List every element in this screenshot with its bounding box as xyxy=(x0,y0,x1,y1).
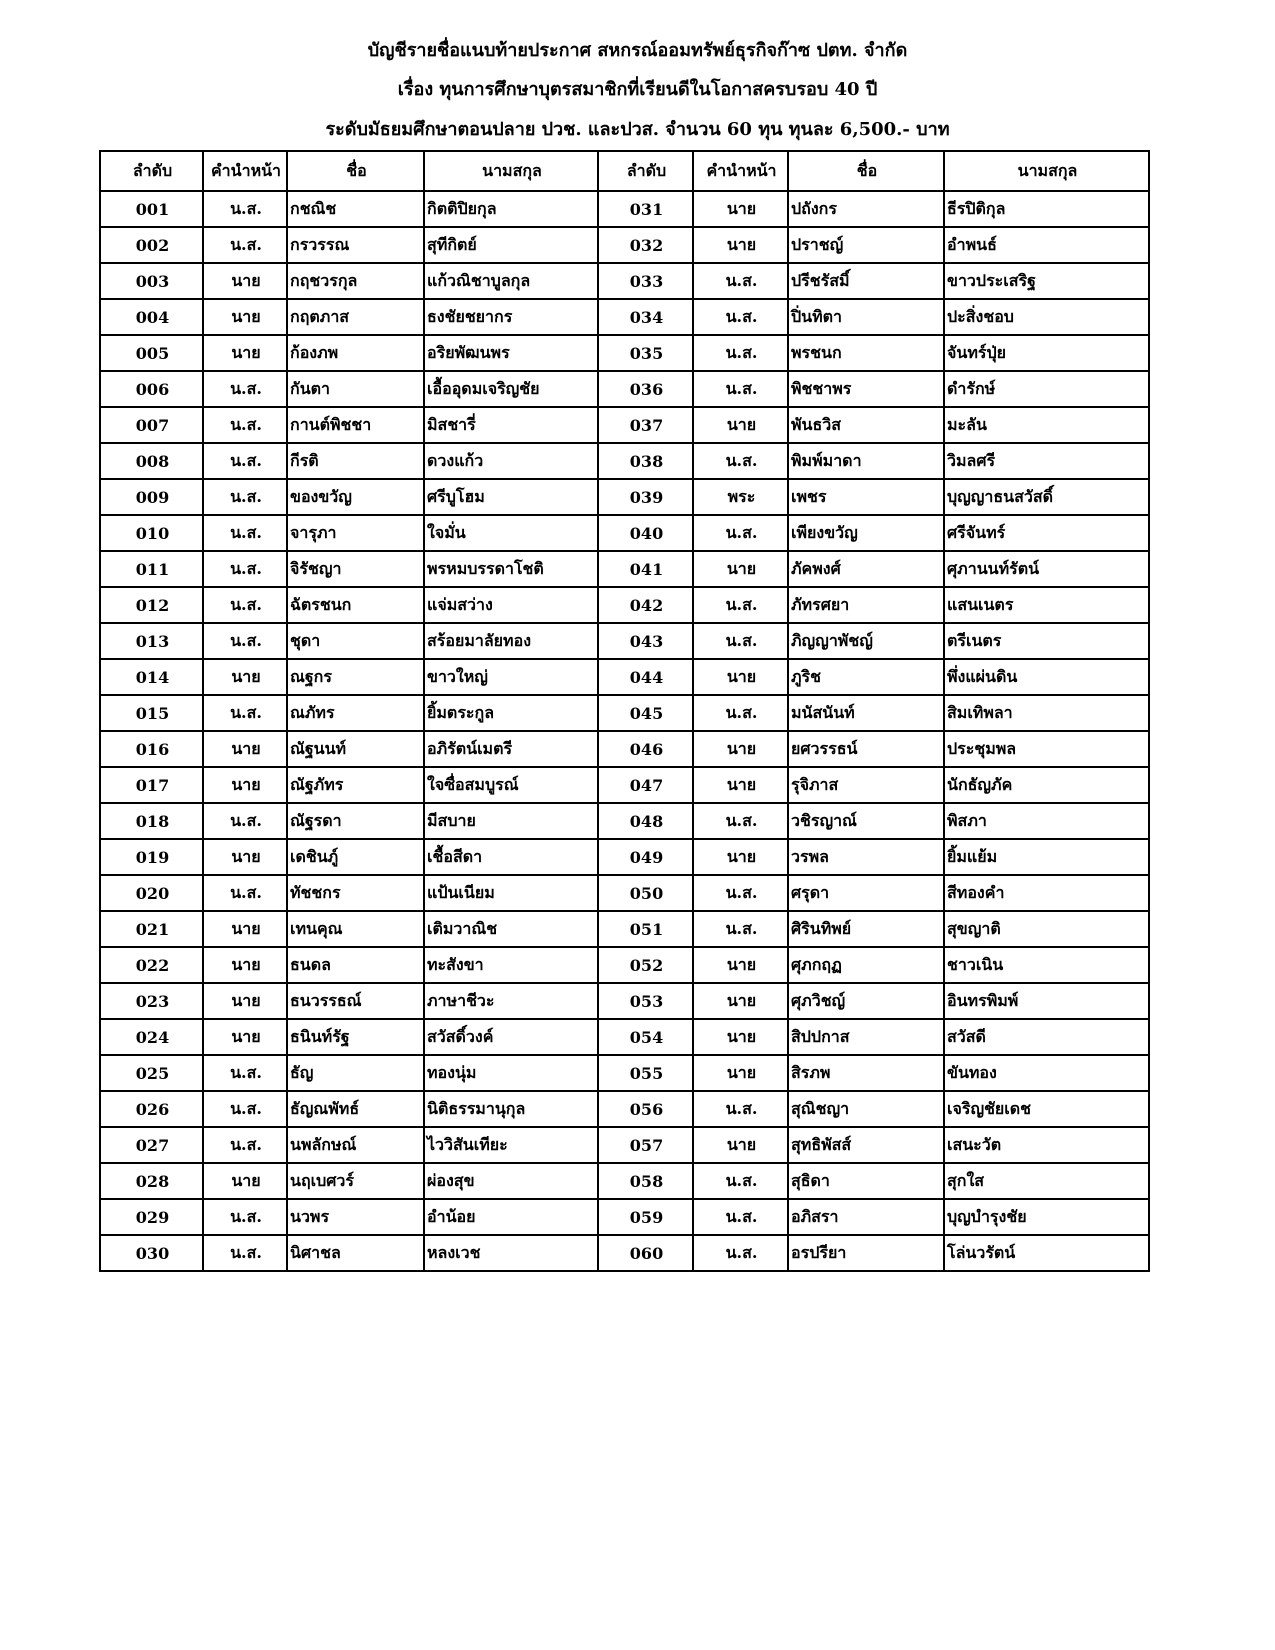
cell-lastname-right: ปะสิ่งชอบ xyxy=(944,299,1149,335)
cell-lastname-right: สวัสดี xyxy=(944,1019,1149,1055)
cell-lastname-left: เติมวาณิช xyxy=(424,911,598,947)
cell-order-right: 045 xyxy=(598,695,693,731)
cell-order-right: 037 xyxy=(598,407,693,443)
cell-lastname-left: กิตติปิยกุล xyxy=(424,191,598,227)
cell-title-right: น.ส. xyxy=(693,443,788,479)
cell-firstname-left: กฤตภาส xyxy=(287,299,424,335)
cell-lastname-right: มะลัน xyxy=(944,407,1149,443)
cell-title-left: นาย xyxy=(203,263,287,299)
cell-lastname-left: ดวงแก้ว xyxy=(424,443,598,479)
cell-firstname-right: เพียงขวัญ xyxy=(788,515,944,551)
cell-title-left: นาย xyxy=(203,659,287,695)
cell-order-left: 016 xyxy=(100,731,203,767)
table-row xyxy=(100,587,1149,623)
col-header-lastname-left: นามสกุล xyxy=(424,151,598,191)
cell-lastname-right: ศรีจันทร์ xyxy=(944,515,1149,551)
cell-lastname-left: เอื้ออุดมเจริญชัย xyxy=(424,371,598,407)
title-line-2: เรื่อง ทุนการศึกษาบุตรสมาชิกที่เรียนดีในโอกาสครบรอบ 40 ปี xyxy=(397,79,878,100)
cell-order-left: 018 xyxy=(100,803,203,839)
cell-firstname-left: ทัชชกร xyxy=(287,875,424,911)
cell-order-left: 021 xyxy=(100,911,203,947)
cell-order-right: 046 xyxy=(598,731,693,767)
cell-title-left: น.ส. xyxy=(203,1235,287,1271)
cell-title-right: นาย xyxy=(693,947,788,983)
cell-title-right: น.ส. xyxy=(693,587,788,623)
cell-order-left: 009 xyxy=(100,479,203,515)
cell-title-left: น.ส. xyxy=(203,227,287,263)
cell-title-left: น.ส. xyxy=(203,371,287,407)
cell-firstname-right: มนัสนันท์ xyxy=(788,695,944,731)
cell-order-right: 051 xyxy=(598,911,693,947)
cell-firstname-right: ภิญญาพัชญ์ xyxy=(788,623,944,659)
cell-order-left: 029 xyxy=(100,1199,203,1235)
cell-order-right: 033 xyxy=(598,263,693,299)
col-header-firstname-right: ชื่อ xyxy=(788,151,944,191)
cell-lastname-right: ขาวประเสริฐ xyxy=(944,263,1149,299)
cell-order-left: 003 xyxy=(100,263,203,299)
cell-order-left: 026 xyxy=(100,1091,203,1127)
cell-order-left: 025 xyxy=(100,1055,203,1091)
col-header-order-right: ลำดับ xyxy=(598,151,693,191)
cell-firstname-left: จารุภา xyxy=(287,515,424,551)
cell-firstname-left: กรวรรณ xyxy=(287,227,424,263)
cell-firstname-right: ปถังกร xyxy=(788,191,944,227)
cell-firstname-left: ธนดล xyxy=(287,947,424,983)
cell-firstname-left: กานต์พิชชา xyxy=(287,407,424,443)
cell-firstname-right: วรพล xyxy=(788,839,944,875)
cell-firstname-left: ธนวรรธณ์ xyxy=(287,983,424,1019)
cell-lastname-right: ดำรักษ์ xyxy=(944,371,1149,407)
table-row xyxy=(100,659,1149,695)
cell-order-right: 031 xyxy=(598,191,693,227)
cell-title-left: นาย xyxy=(203,911,287,947)
cell-firstname-right: อภิสรา xyxy=(788,1199,944,1235)
cell-firstname-left: กฤชวรกุล xyxy=(287,263,424,299)
table-row xyxy=(100,623,1149,659)
cell-lastname-left: ทองนุ่ม xyxy=(424,1055,598,1091)
table-row xyxy=(100,947,1149,983)
col-header-title-right: คำนำหน้า xyxy=(693,151,788,191)
cell-firstname-left: ณภัทร xyxy=(287,695,424,731)
cell-lastname-left: แจ่มสว่าง xyxy=(424,587,598,623)
table-row xyxy=(100,371,1149,407)
title-line-3: ระดับมัธยมศึกษาตอนปลาย ปวช. และปวส. จำนวน 60 ทุน ทุนละ 6,500.- บาท xyxy=(325,119,950,140)
cell-order-right: 057 xyxy=(598,1127,693,1163)
cell-firstname-left: ธนินท์รัฐ xyxy=(287,1019,424,1055)
table-row xyxy=(100,1091,1149,1127)
cell-lastname-left: สร้อยมาลัยทอง xyxy=(424,623,598,659)
cell-title-left: นาย xyxy=(203,1019,287,1055)
cell-title-right: นาย xyxy=(693,767,788,803)
cell-order-right: 055 xyxy=(598,1055,693,1091)
cell-lastname-left: สวัสดิ์วงค์ xyxy=(424,1019,598,1055)
cell-order-left: 008 xyxy=(100,443,203,479)
table-row xyxy=(100,407,1149,443)
cell-firstname-left: ชุดา xyxy=(287,623,424,659)
cell-title-right: นาย xyxy=(693,1055,788,1091)
table-row xyxy=(100,767,1149,803)
cell-firstname-right: ศิรินทิพย์ xyxy=(788,911,944,947)
cell-lastname-right: สุกใส xyxy=(944,1163,1149,1199)
cell-firstname-right: พันธวิส xyxy=(788,407,944,443)
cell-title-right: น.ส. xyxy=(693,1091,788,1127)
cell-order-right: 035 xyxy=(598,335,693,371)
cell-firstname-right: รุจิภาส xyxy=(788,767,944,803)
cell-title-left: น.ส. xyxy=(203,479,287,515)
cell-title-right: น.ส. xyxy=(693,911,788,947)
cell-title-left: น.ส. xyxy=(203,1091,287,1127)
col-header-order-left: ลำดับ xyxy=(100,151,203,191)
cell-firstname-right: พรชนก xyxy=(788,335,944,371)
cell-lastname-left: อภิรัตน์เมตรี xyxy=(424,731,598,767)
cell-firstname-right: สุธิดา xyxy=(788,1163,944,1199)
cell-lastname-left: อำน้อย xyxy=(424,1199,598,1235)
cell-lastname-left: ใจซื่อสมบูรณ์ xyxy=(424,767,598,803)
cell-firstname-left: นิศาชล xyxy=(287,1235,424,1271)
cell-order-right: 032 xyxy=(598,227,693,263)
cell-title-left: น.ส. xyxy=(203,623,287,659)
cell-order-right: 044 xyxy=(598,659,693,695)
cell-order-right: 050 xyxy=(598,875,693,911)
title-line-1: บัญชีรายชื่อแนบท้ายประกาศ สหกรณ์ออมทรัพย์ธุรกิจก๊าซ ปตท. จำกัด xyxy=(367,40,908,61)
cell-lastname-left: ภาษาชีวะ xyxy=(424,983,598,1019)
cell-order-left: 028 xyxy=(100,1163,203,1199)
cell-lastname-right: บุญบำรุงชัย xyxy=(944,1199,1149,1235)
table-row xyxy=(100,299,1149,335)
cell-firstname-left: ของขวัญ xyxy=(287,479,424,515)
cell-title-left: น.ส. xyxy=(203,551,287,587)
cell-lastname-right: จันทร์ปุ่ย xyxy=(944,335,1149,371)
cell-lastname-left: แก้วณิชาบูลกุล xyxy=(424,263,598,299)
cell-title-right: น.ส. xyxy=(693,371,788,407)
table-row xyxy=(100,875,1149,911)
table-row xyxy=(100,191,1149,227)
cell-order-left: 017 xyxy=(100,767,203,803)
cell-title-left: น.ส. xyxy=(203,1199,287,1235)
cell-order-right: 034 xyxy=(598,299,693,335)
table-header-row xyxy=(100,151,1149,191)
table-row xyxy=(100,1019,1149,1055)
cell-order-right: 038 xyxy=(598,443,693,479)
cell-title-right: นาย xyxy=(693,191,788,227)
cell-lastname-right: สีทองคำ xyxy=(944,875,1149,911)
cell-title-right: น.ส. xyxy=(693,803,788,839)
cell-lastname-left: ธงชัยชยากร xyxy=(424,299,598,335)
table-row xyxy=(100,443,1149,479)
cell-title-right: นาย xyxy=(693,731,788,767)
cell-lastname-right: โล่นวรัตน์ xyxy=(944,1235,1149,1271)
table-row xyxy=(100,803,1149,839)
cell-firstname-right: เพชร xyxy=(788,479,944,515)
cell-firstname-right: ภัคพงศ์ xyxy=(788,551,944,587)
cell-title-left: น.ส. xyxy=(203,191,287,227)
cell-firstname-left: ธัญ xyxy=(287,1055,424,1091)
cell-firstname-right: ศุภกฤฏ xyxy=(788,947,944,983)
cell-order-left: 002 xyxy=(100,227,203,263)
cell-title-left: น.ส. xyxy=(203,1127,287,1163)
cell-order-right: 053 xyxy=(598,983,693,1019)
cell-lastname-left: ยิ้มตระกูล xyxy=(424,695,598,731)
cell-firstname-right: ศรุดา xyxy=(788,875,944,911)
cell-title-right: น.ส. xyxy=(693,263,788,299)
table-row xyxy=(100,1163,1149,1199)
table-row xyxy=(100,911,1149,947)
cell-lastname-right: อินทรพิมพ์ xyxy=(944,983,1149,1019)
cell-order-left: 013 xyxy=(100,623,203,659)
cell-title-left: น.ส. xyxy=(203,515,287,551)
cell-firstname-right: อรปรียา xyxy=(788,1235,944,1271)
cell-title-right: น.ส. xyxy=(693,1235,788,1271)
cell-title-right: น.ส. xyxy=(693,1199,788,1235)
cell-order-left: 022 xyxy=(100,947,203,983)
cell-firstname-left: ฉัตรชนก xyxy=(287,587,424,623)
cell-lastname-left: สุทีกิตย์ xyxy=(424,227,598,263)
cell-lastname-left: ขาวใหญ่ xyxy=(424,659,598,695)
cell-title-left: นาย xyxy=(203,767,287,803)
cell-lastname-right: อำพนธ์ xyxy=(944,227,1149,263)
cell-order-right: 040 xyxy=(598,515,693,551)
cell-lastname-left: เชื้อสีดา xyxy=(424,839,598,875)
cell-title-left: น.ส. xyxy=(203,875,287,911)
cell-firstname-right: สุณิชญา xyxy=(788,1091,944,1127)
cell-lastname-left: ทะสังขา xyxy=(424,947,598,983)
cell-firstname-right: สุทธิพัสส์ xyxy=(788,1127,944,1163)
cell-lastname-right: ประชุมพล xyxy=(944,731,1149,767)
cell-lastname-right: นักธัญภัค xyxy=(944,767,1149,803)
cell-title-right: น.ส. xyxy=(693,875,788,911)
cell-order-left: 010 xyxy=(100,515,203,551)
cell-firstname-right: พิชชาพร xyxy=(788,371,944,407)
cell-lastname-left: นิติธรรมานุกุล xyxy=(424,1091,598,1127)
table-row xyxy=(100,263,1149,299)
cell-lastname-right: ศุภานนท์รัตน์ xyxy=(944,551,1149,587)
cell-order-right: 043 xyxy=(598,623,693,659)
cell-lastname-right: วิมลศรี xyxy=(944,443,1149,479)
table-row xyxy=(100,227,1149,263)
cell-firstname-left: เดชินภู์ xyxy=(287,839,424,875)
cell-order-right: 048 xyxy=(598,803,693,839)
col-header-lastname-right: นามสกุล xyxy=(944,151,1149,191)
cell-lastname-left: หลงเวช xyxy=(424,1235,598,1271)
cell-order-left: 027 xyxy=(100,1127,203,1163)
cell-lastname-right: พิสภา xyxy=(944,803,1149,839)
table-row xyxy=(100,731,1149,767)
cell-firstname-right: พิมพ์มาดา xyxy=(788,443,944,479)
cell-order-left: 023 xyxy=(100,983,203,1019)
col-header-firstname-left: ชื่อ xyxy=(287,151,424,191)
cell-title-left: นาย xyxy=(203,947,287,983)
cell-firstname-left: นฤเบศวร์ xyxy=(287,1163,424,1199)
cell-order-left: 024 xyxy=(100,1019,203,1055)
cell-lastname-left: ผ่องสุข xyxy=(424,1163,598,1199)
cell-order-right: 036 xyxy=(598,371,693,407)
cell-order-left: 006 xyxy=(100,371,203,407)
cell-lastname-left: อริยพัฒนพร xyxy=(424,335,598,371)
cell-title-left: นาย xyxy=(203,731,287,767)
cell-title-left: นาย xyxy=(203,335,287,371)
cell-title-left: นาย xyxy=(203,1163,287,1199)
cell-lastname-right: ยิ้มแย้ม xyxy=(944,839,1149,875)
cell-title-left: น.ส. xyxy=(203,695,287,731)
cell-title-left: น.ส. xyxy=(203,1055,287,1091)
cell-order-left: 019 xyxy=(100,839,203,875)
cell-title-right: นาย xyxy=(693,551,788,587)
cell-order-left: 030 xyxy=(100,1235,203,1271)
cell-title-right: น.ส. xyxy=(693,1163,788,1199)
cell-order-left: 011 xyxy=(100,551,203,587)
cell-order-left: 001 xyxy=(100,191,203,227)
table-body xyxy=(100,191,1149,1271)
col-header-title-left: คำนำหน้า xyxy=(203,151,287,191)
cell-firstname-right: สิรภพ xyxy=(788,1055,944,1091)
cell-firstname-right: ปิ่นทิตา xyxy=(788,299,944,335)
cell-title-right: นาย xyxy=(693,659,788,695)
cell-title-left: น.ส. xyxy=(203,587,287,623)
cell-lastname-right: พึ่งแผ่นดิน xyxy=(944,659,1149,695)
table-row xyxy=(100,1127,1149,1163)
cell-order-right: 041 xyxy=(598,551,693,587)
table-row xyxy=(100,479,1149,515)
cell-lastname-right: สุขญาติ xyxy=(944,911,1149,947)
cell-order-left: 004 xyxy=(100,299,203,335)
cell-title-right: นาย xyxy=(693,1127,788,1163)
scholarship-table xyxy=(99,150,1150,1272)
table-row xyxy=(100,551,1149,587)
cell-firstname-left: นวพร xyxy=(287,1199,424,1235)
cell-lastname-left: มีสบาย xyxy=(424,803,598,839)
cell-lastname-right: เสนะวัต xyxy=(944,1127,1149,1163)
cell-order-right: 054 xyxy=(598,1019,693,1055)
cell-firstname-right: ยศวรรธน์ xyxy=(788,731,944,767)
cell-title-right: นาย xyxy=(693,227,788,263)
table-row xyxy=(100,1235,1149,1271)
cell-lastname-left: แป้นเนียม xyxy=(424,875,598,911)
cell-order-left: 005 xyxy=(100,335,203,371)
cell-lastname-left: ใจมั่น xyxy=(424,515,598,551)
cell-firstname-left: เทนคุณ xyxy=(287,911,424,947)
cell-lastname-left: มิสชารี่ xyxy=(424,407,598,443)
cell-order-left: 012 xyxy=(100,587,203,623)
cell-lastname-right: เจริญชัยเดช xyxy=(944,1091,1149,1127)
cell-order-right: 042 xyxy=(598,587,693,623)
cell-order-right: 058 xyxy=(598,1163,693,1199)
cell-firstname-right: วชิรญาณ์ xyxy=(788,803,944,839)
cell-title-left: นาย xyxy=(203,839,287,875)
cell-order-right: 060 xyxy=(598,1235,693,1271)
cell-firstname-left: ณัฐรดา xyxy=(287,803,424,839)
table-row xyxy=(100,515,1149,551)
cell-title-right: น.ส. xyxy=(693,695,788,731)
cell-order-left: 020 xyxy=(100,875,203,911)
cell-title-right: นาย xyxy=(693,983,788,1019)
cell-firstname-left: นพลักษณ์ xyxy=(287,1127,424,1163)
cell-order-right: 052 xyxy=(598,947,693,983)
cell-firstname-left: ธัญณพัทธ์ xyxy=(287,1091,424,1127)
cell-lastname-right: บุญญาธนสวัสดิ์ xyxy=(944,479,1149,515)
cell-order-left: 015 xyxy=(100,695,203,731)
table-row xyxy=(100,983,1149,1019)
cell-firstname-left: กันตา xyxy=(287,371,424,407)
cell-firstname-right: ภัทรศยา xyxy=(788,587,944,623)
cell-title-right: น.ส. xyxy=(693,335,788,371)
cell-order-left: 007 xyxy=(100,407,203,443)
cell-firstname-left: ณัฐนนท์ xyxy=(287,731,424,767)
cell-title-right: พระ xyxy=(693,479,788,515)
cell-title-right: นาย xyxy=(693,839,788,875)
cell-firstname-right: ภูริช xyxy=(788,659,944,695)
cell-order-right: 039 xyxy=(598,479,693,515)
cell-lastname-right: ตรีเนตร xyxy=(944,623,1149,659)
cell-firstname-left: จิรัชญา xyxy=(287,551,424,587)
cell-firstname-right: ปรีชรัสมิ์ xyxy=(788,263,944,299)
cell-firstname-right: สิปปกาส xyxy=(788,1019,944,1055)
cell-order-right: 047 xyxy=(598,767,693,803)
cell-firstname-right: ศุภวิชญ์ xyxy=(788,983,944,1019)
cell-title-left: น.ส. xyxy=(203,803,287,839)
table-row xyxy=(100,1055,1149,1091)
cell-lastname-right: ชาวเนิน xyxy=(944,947,1149,983)
cell-order-right: 056 xyxy=(598,1091,693,1127)
cell-firstname-left: ณัฐภัทร xyxy=(287,767,424,803)
cell-firstname-left: กีรติ xyxy=(287,443,424,479)
cell-title-right: น.ส. xyxy=(693,623,788,659)
cell-lastname-left: พรหมบรรดาโชติ xyxy=(424,551,598,587)
cell-title-right: นาย xyxy=(693,407,788,443)
cell-lastname-left: ศรีบูโฮม xyxy=(424,479,598,515)
cell-lastname-right: สิมเทิพลา xyxy=(944,695,1149,731)
cell-order-right: 059 xyxy=(598,1199,693,1235)
cell-firstname-right: ปราชญ์ xyxy=(788,227,944,263)
table-row xyxy=(100,695,1149,731)
cell-title-left: น.ส. xyxy=(203,407,287,443)
cell-lastname-left: ไววิสันเทียะ xyxy=(424,1127,598,1163)
cell-order-left: 014 xyxy=(100,659,203,695)
table-row xyxy=(100,839,1149,875)
cell-firstname-left: ณฐกร xyxy=(287,659,424,695)
cell-title-left: น.ส. xyxy=(203,443,287,479)
cell-title-left: นาย xyxy=(203,983,287,1019)
cell-order-right: 049 xyxy=(598,839,693,875)
cell-lastname-right: ขันทอง xyxy=(944,1055,1149,1091)
cell-firstname-left: กชณิช xyxy=(287,191,424,227)
cell-firstname-left: ก้องภพ xyxy=(287,335,424,371)
cell-title-left: นาย xyxy=(203,299,287,335)
cell-lastname-right: ธีรปิติกุล xyxy=(944,191,1149,227)
table-row xyxy=(100,1199,1149,1235)
cell-lastname-right: แสนเนตร xyxy=(944,587,1149,623)
cell-title-right: น.ส. xyxy=(693,299,788,335)
cell-title-right: นาย xyxy=(693,1019,788,1055)
cell-title-right: น.ส. xyxy=(693,515,788,551)
table-row xyxy=(100,335,1149,371)
